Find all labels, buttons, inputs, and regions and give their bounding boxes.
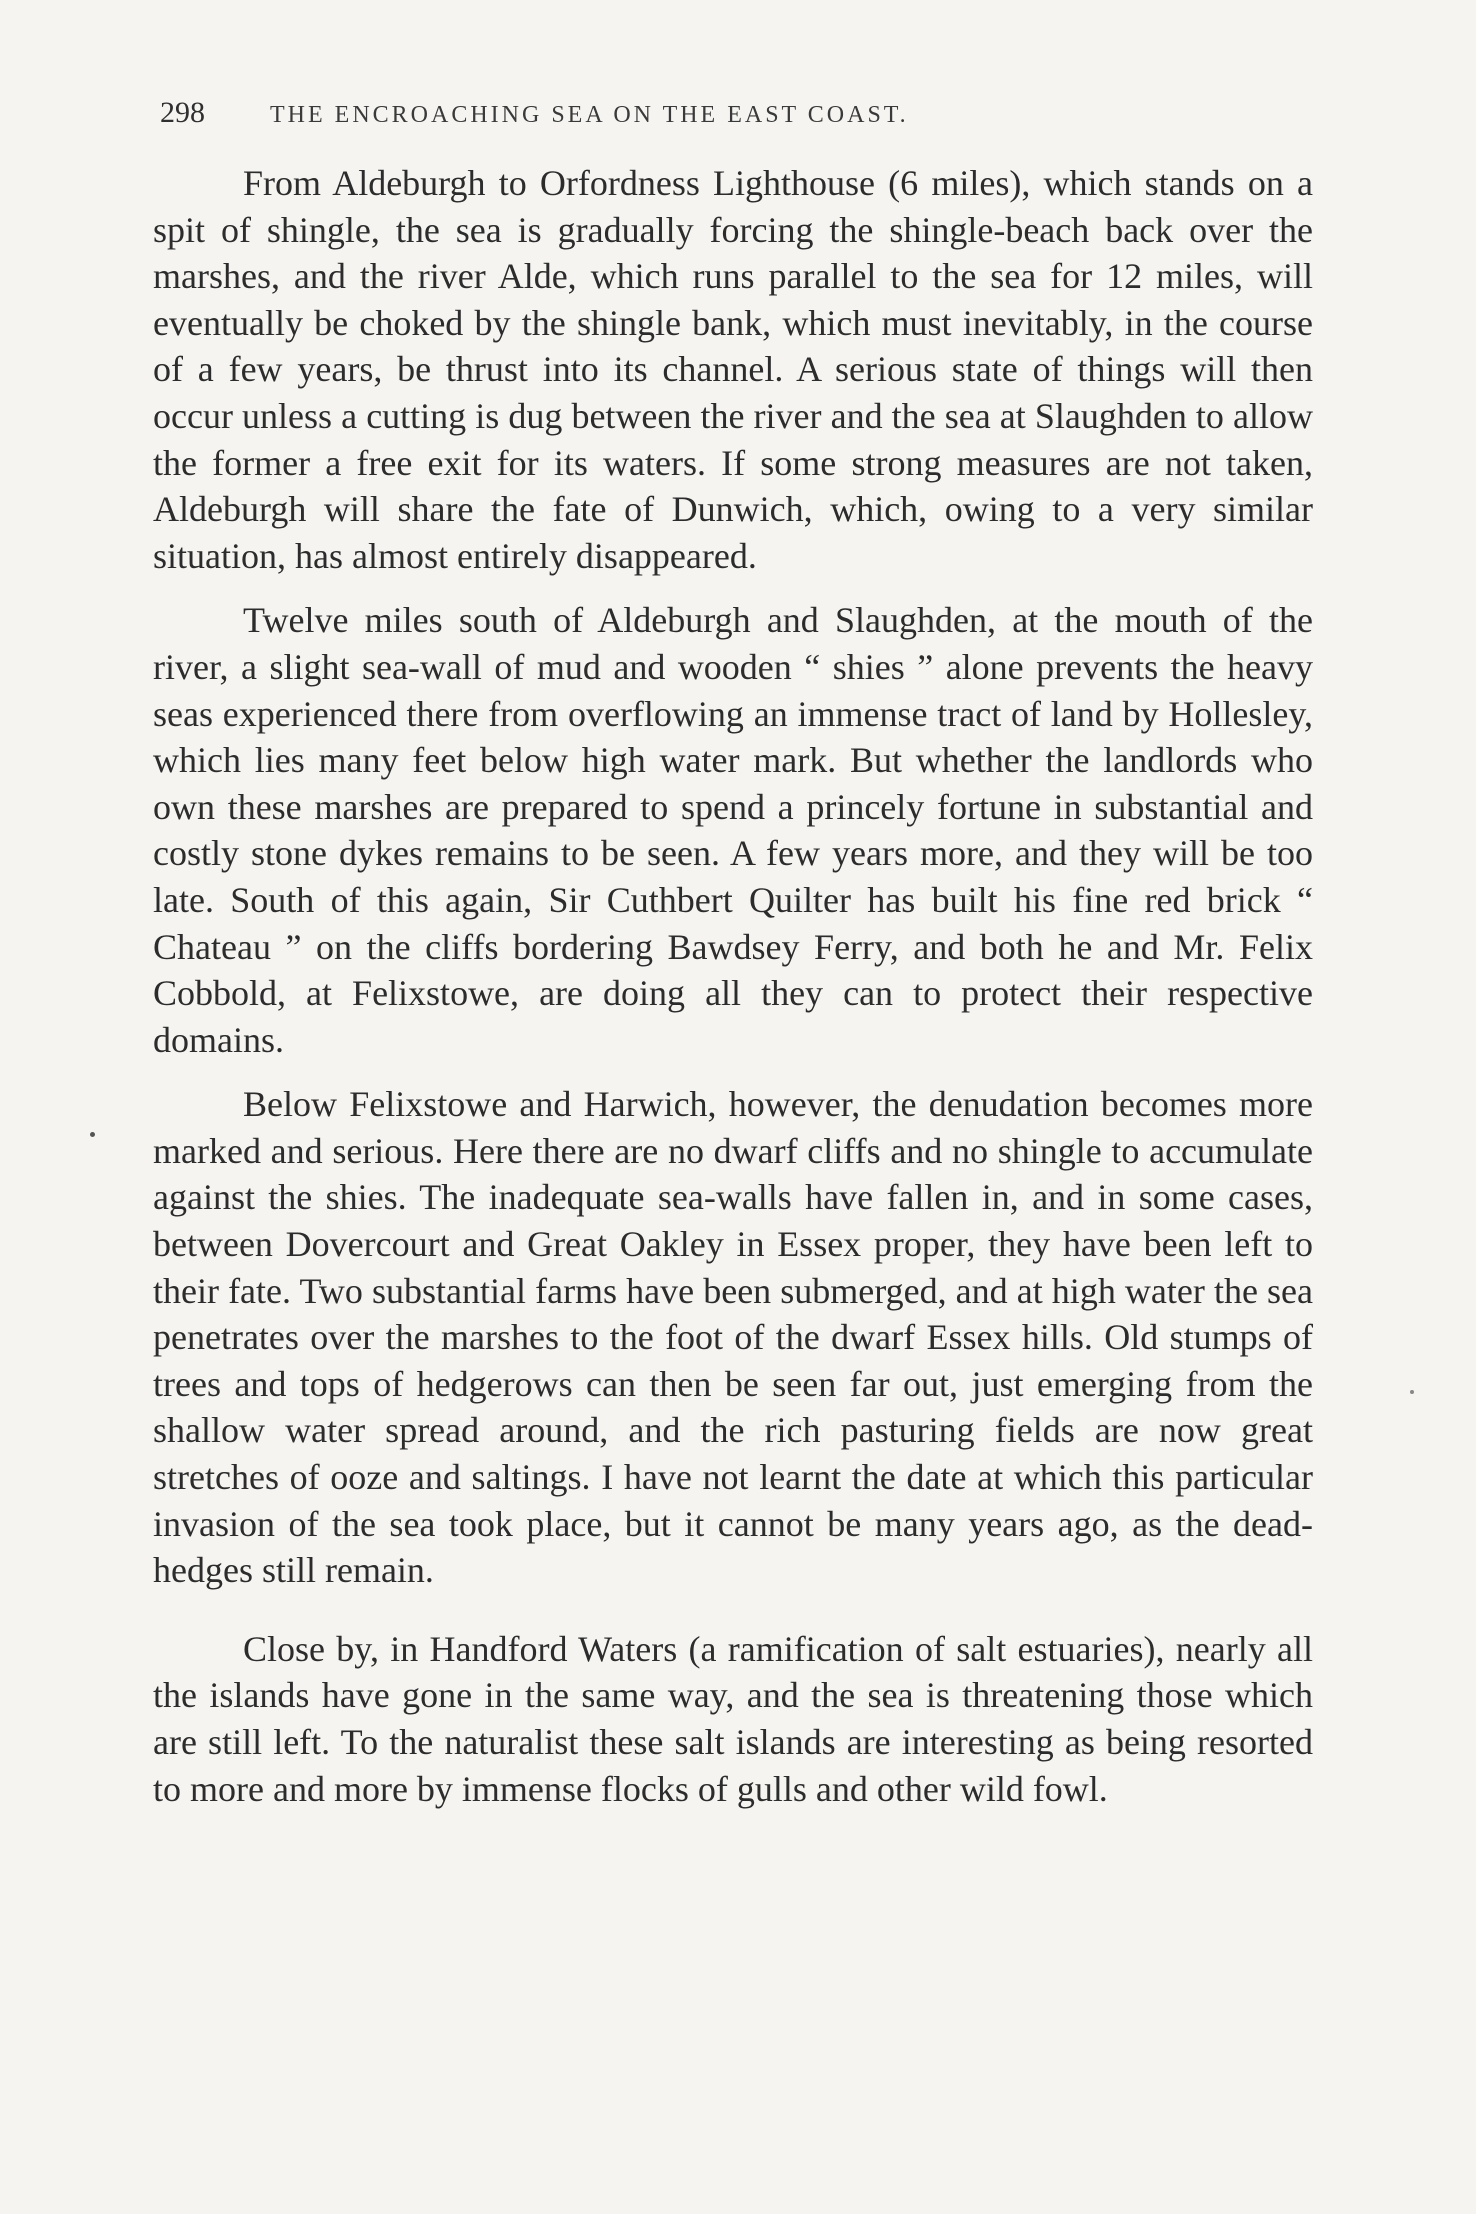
- page-header: [160, 96, 1310, 140]
- paragraph-4: Close by, in Handford Waters (a ramification of salt estuaries), nearly all the islands have gone in the same way, and the sea is threatening those which are still left. To the naturalist these salt islands are interesting as being resorted to more and more by immense flocks of gulls and other wild fowl.: [153, 1628, 1313, 1809]
- paragraph-1: From Aldeburgh to Orfordness Lighthouse (6 miles), which stands on a spit of shingle, the sea is gradually forcing the shingle-beach back over the marshes, and the river Alde, which runs parallel to the sea for 12 miles, will eventually be choked by the shingle bank, which must inevitably, in the course of a few years, be thrust into its channel. A serious state of things will then occur unless a cutting is dug between the river and the sea at Slaughden to allow the former a free exit for its waters. If some strong measures are not taken, Aldeburgh will share the fate of Dunwich, which, owing to a very similar situation, has almost entirely disappeared.: [153, 163, 1313, 576]
- paragraph-2: Twelve miles south of Aldeburgh and Slaughden, at the mouth of the river, a slight sea-wall of mud and wooden “ shies ” alone prevents the heavy seas experienced there from overflowing an immense tract of land by Hollesley, which lies many feet below high water mark. But whether the landlords who own these marshes are prepared to spend a princely fortune in substantial and costly stone dykes remains to be seen. A few years more, and they will be too late. South of this again, Sir Cuthbert Quilter has built his fine red brick “ Chateau ” on the cliffs bordering Bawdsey Ferry, and both he and Mr. Felix Cobbold, at Felixstowe, are doing all they can to protect their respective domains.: [153, 600, 1313, 1060]
- print-speck-left: [90, 1132, 95, 1137]
- page-number: 298: [160, 96, 205, 129]
- running-head: THE ENCROACHING SEA ON THE EAST COAST.: [270, 102, 909, 128]
- paragraph-3: Below Felixstowe and Harwich, however, the denudation becomes more marked and serious. Here there are no dwarf cliffs and no shingle to accumulate against the shies. The inadequate sea-walls have fallen in, and in some cases, between Dovercourt and Great Oakley in Essex proper, they have been left to their fate. Two substantial farms have been submerged, and at high water the sea penetrates over the marshes to the foot of the dwarf Essex hills. Old stumps of trees and tops of hedgerows can then be seen far out, just emerging from the shallow water spread around, and the rich pasturing fields are now great stretches of ooze and saltings. I have not learnt the date at which this particular invasion of the sea took place, but it cannot be many years ago, as the dead-hedges still remain.: [153, 1084, 1313, 1591]
- body-text: [153, 160, 1313, 1812]
- print-speck-right: [1410, 1390, 1414, 1394]
